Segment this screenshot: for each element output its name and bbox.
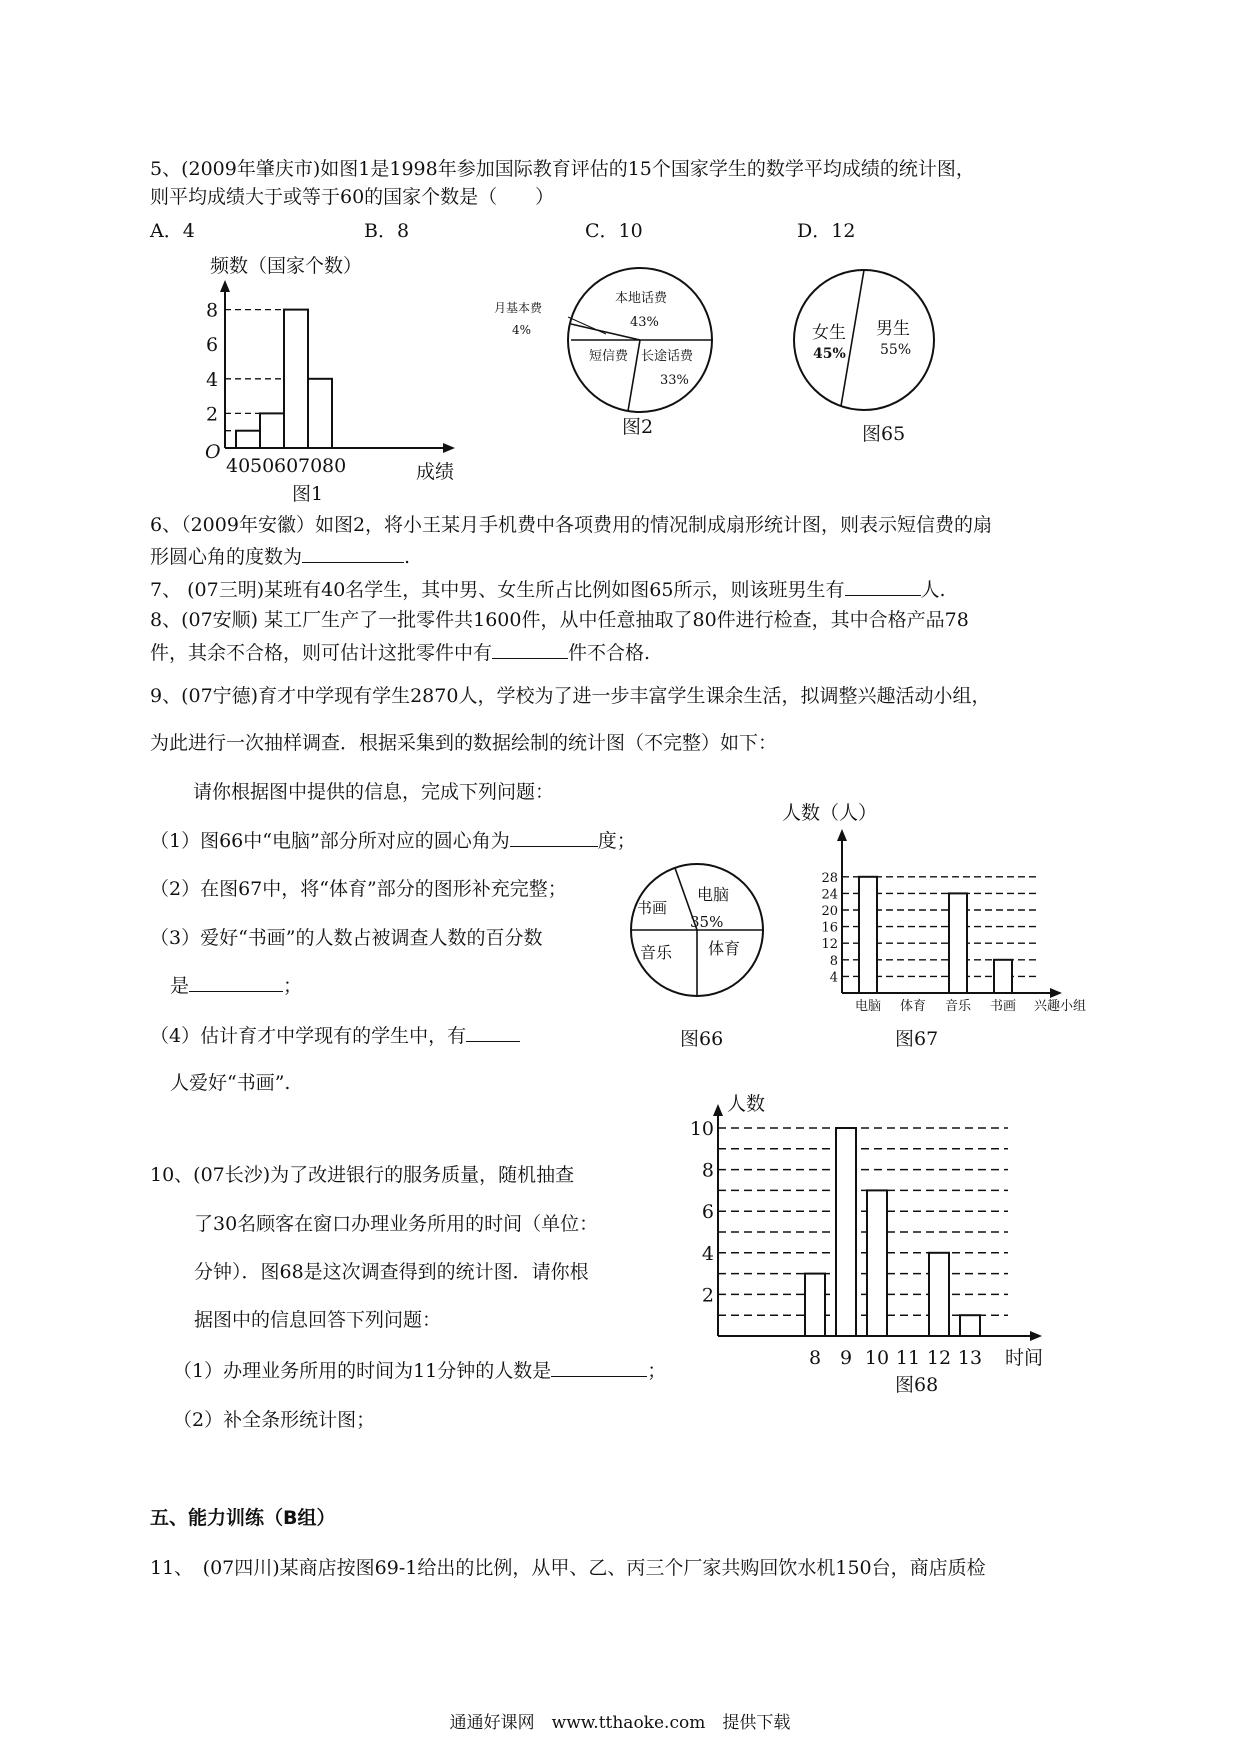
q9-part4: （4）估计育才中学现有的学生中，有 <box>150 1023 520 1049</box>
q10-line2: 了30名顾客在窗口办理业务所用的时间（单位： <box>194 1213 599 1235</box>
fig1-ytick-label: 8 <box>206 299 219 322</box>
fig1-ylabel: 频数（国家个数） <box>210 255 363 277</box>
fig67-xlabel: 兴趣小组 <box>1034 999 1087 1014</box>
fig67-ylabel: 人数（人） <box>782 802 878 824</box>
q6-line1: 6、（2009年安徽）如图2，将小王某月手机费中各项费用的情况制成扇形统计图，则表示短信费的扇 <box>150 514 993 536</box>
fig68-xtick-label: 8 <box>808 1347 822 1369</box>
q9-part2: （2）在图67中，将“体育”部分的图形补充完整； <box>150 878 567 900</box>
fig67-xtick-label: 书画 <box>989 999 1017 1014</box>
fig65-girls-pct: 45% <box>813 346 846 362</box>
fig68-bar <box>960 1315 980 1336</box>
q6-line2: 形圆心角的度数为 . <box>150 546 411 568</box>
fig68-ytick-label: 4 <box>701 1242 714 1265</box>
fig2-sms-label: 短信费 <box>589 349 629 364</box>
fig1-ytick-label: 2 <box>206 403 219 426</box>
q5-option-a: A．4 <box>150 220 195 242</box>
fig67-ytick-label: 4 <box>829 970 838 986</box>
q11-line1: 11、 (07四川)某商店按图69-1给出的比例，从甲、乙、丙三个厂家共购回饮水机150台，商店质检 <box>150 1557 986 1579</box>
fig67-xtick-label: 体育 <box>899 999 927 1014</box>
q5-option-b: B．8 <box>364 220 410 242</box>
fig2-local-pct: 43% <box>630 315 659 330</box>
q5-option-d: D．12 <box>797 220 856 242</box>
q10-part2: （2）补全条形统计图； <box>173 1409 376 1431</box>
fig1-xtick-label: 80 <box>322 455 347 477</box>
fig1-xlabel: 成绩 <box>416 461 455 483</box>
fig66-tiyu-label: 体育 <box>708 939 741 958</box>
q7-line: 7、 (07三明)某班有40名学生，其中男、女生所占比例如图65所示，则该班男生有 人. <box>150 579 946 601</box>
fig67-ytick-label: 16 <box>821 920 838 936</box>
q9-part1: （1）图66中“电脑”部分所对应的圆心角为 度； <box>150 830 636 852</box>
fig68-xtick-label: 11 <box>895 1347 921 1369</box>
fig1-xtick-label: 40 <box>226 455 251 477</box>
fig1-ytick-label: 4 <box>206 368 219 391</box>
fig1-xtick-label: 60 <box>274 455 299 477</box>
fig66-caption: 图66 <box>680 1028 724 1050</box>
fig67-ytick-label: 8 <box>829 953 838 969</box>
fig2-long-pct: 33% <box>660 373 689 388</box>
q5-line1: 5、(2009年肇庆市)如图1是1998年参加国际教育评估的15个国家学生的数学平均成绩的统计图， <box>150 158 975 180</box>
fig68-ytick-label: 10 <box>689 1118 714 1140</box>
fig68-bar <box>836 1128 856 1336</box>
fig2-rent-label: 月基本费 <box>494 301 543 315</box>
fig67-ytick-label: 12 <box>821 937 838 953</box>
q9-part4-cont: 人爱好“书画”. <box>170 1072 291 1094</box>
fig68-caption: 图68 <box>895 1374 939 1396</box>
fig2-long-label: 长途话费 <box>641 349 694 364</box>
fig1-xtick-label: 50 <box>250 455 275 477</box>
fig68-bar <box>929 1253 949 1336</box>
fig67-caption: 图67 <box>895 1028 939 1050</box>
fig65-boys-label: 男生 <box>876 319 910 339</box>
fig68-ytick-label: 8 <box>701 1159 714 1182</box>
fig65-boys-pct: 55% <box>880 342 912 358</box>
q8-line2: 件，其余不合格，则可估计这批零件中有 件不合格. <box>150 642 651 664</box>
fig67-xtick-label: 音乐 <box>944 999 972 1014</box>
fig2-caption: 图2 <box>622 416 654 438</box>
fig66-yinyue-label: 音乐 <box>640 943 673 962</box>
fig68-xtick-label: 13 <box>957 1347 983 1369</box>
page-footer: 通通好课网 www.tthaoke.com 提供下载 <box>449 1713 791 1733</box>
q9-part3: （3）爱好“书画”的人数占被调查人数的百分数 <box>150 927 543 949</box>
fig68-xlabel: 时间 <box>1005 1347 1044 1369</box>
q9-line2: 为此进行一次抽样调查．根据采集到的数据绘制的统计图（不完整）如下： <box>150 732 778 754</box>
fig2-rent-pct: 4% <box>512 323 532 337</box>
fig65-caption: 图65 <box>862 423 906 445</box>
fig67-ytick-label: 28 <box>821 870 838 886</box>
fig68-xtick-label: 12 <box>926 1347 952 1369</box>
q5-option-c: C．10 <box>585 220 643 242</box>
fig68-ylabel: 人数 <box>727 1093 766 1115</box>
fig65-girls-label: 女生 <box>812 323 846 343</box>
q10-part1: （1）办理业务所用的时间为11分钟的人数是 ； <box>173 1360 667 1382</box>
fig1-xtick-label: 70 <box>298 455 323 477</box>
fig66-diannao-label: 电脑 <box>697 885 730 904</box>
fig68-bar <box>805 1274 825 1336</box>
fig1-ytick-label: 6 <box>206 334 219 357</box>
fig66-shuhua-label: 书画 <box>637 899 668 917</box>
q10-line3: 分钟）．图68是这次调查得到的统计图．请你根 <box>194 1261 589 1283</box>
fig66-diannao-pct: 35% <box>690 913 724 931</box>
fig68-bar <box>867 1190 887 1336</box>
q8-line1: 8、(07安顺) 某工厂生产了一批零件共1600件，从中任意抽取了80件进行检查，其中合格产品78 <box>150 609 969 631</box>
q5-line2: 则平均成绩大于或等于60的国家个数是（ ） <box>150 186 555 208</box>
fig2-local-label: 本地话费 <box>615 291 668 306</box>
fig67-ytick-label: 24 <box>821 887 838 903</box>
fig68-xtick-label: 9 <box>839 1347 853 1369</box>
fig67-xtick-label: 电脑 <box>854 999 882 1014</box>
fig1-caption: 图1 <box>292 483 324 505</box>
q9-part3-cont: 是 ； <box>170 975 303 997</box>
q9-intro: 请你根据图中提供的信息，完成下列问题： <box>193 781 555 803</box>
q10-line1: 10、(07长沙)为了改进银行的服务质量，随机抽查 <box>150 1164 575 1186</box>
section-title: 五、能力训练（B组） <box>150 1507 336 1529</box>
fig68-ytick-label: 2 <box>701 1284 714 1307</box>
fig68-xtick-label: 10 <box>864 1347 890 1369</box>
fig68-ytick-label: 6 <box>701 1201 714 1224</box>
q9-line1: 9、(07宁德)育才中学现有学生2870人，学校为了进一步丰富学生课余生活，拟调整兴趣活动小组， <box>150 685 991 707</box>
fig1-origin: O <box>205 441 221 463</box>
fig67-ytick-label: 20 <box>821 904 838 919</box>
q10-line4: 据图中的信息回答下列问题： <box>194 1309 442 1331</box>
